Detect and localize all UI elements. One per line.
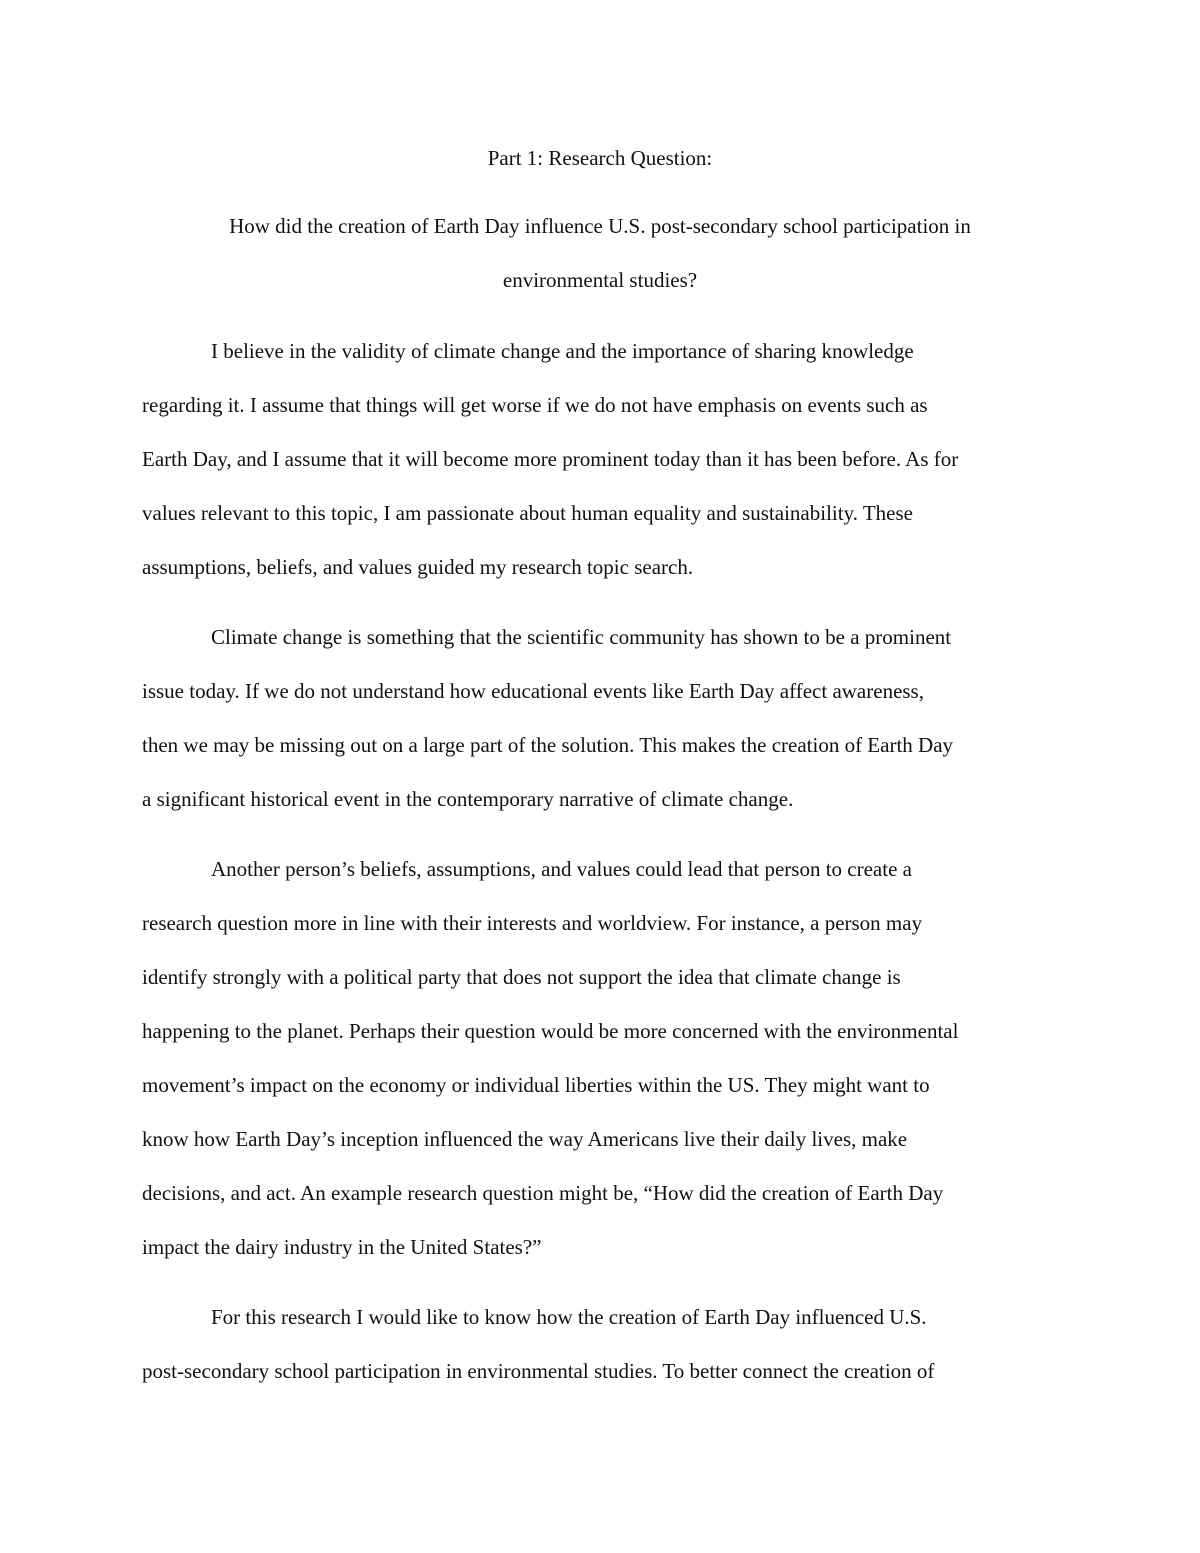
paragraph-line: identify strongly with a political party that does not support the idea that climate change is (142, 965, 901, 989)
paragraph-line: post-secondary school participation in environmental studies. To better connect the creation of (142, 1359, 935, 1383)
research-question-line: How did the creation of Earth Day influence U.S. post-secondary school participation in (229, 214, 971, 238)
paragraph-line: I believe in the validity of climate change and the importance of sharing knowledge (211, 339, 914, 363)
paragraph-line: decisions, and act. An example research question might be, “How did the creation of Earth Day (142, 1181, 944, 1205)
paragraph-line: For this research I would like to know how the creation of Earth Day influenced U.S. (211, 1305, 927, 1329)
paragraph-line: Climate change is something that the scientific community has shown to be a prominent (211, 625, 952, 649)
paragraph-line: assumptions, beliefs, and values guided my research topic search. (142, 555, 694, 579)
paragraph-line: movement’s impact on the economy or individual liberties within the US. They might want to (142, 1073, 930, 1097)
paragraph-line: regarding it. I assume that things will get worse if we do not have emphasis on events such as (142, 393, 928, 417)
paragraph-line: then we may be missing out on a large part of the solution. This makes the creation of Earth Day (142, 733, 954, 757)
paragraph-line: impact the dairy industry in the United States?” (142, 1235, 542, 1259)
paragraph-line: happening to the planet. Perhaps their question would be more concerned with the environmental (142, 1019, 959, 1043)
paragraph-line: issue today. If we do not understand how educational events like Earth Day affect awareness, (142, 679, 924, 703)
paragraph-line: a significant historical event in the contemporary narrative of climate change. (142, 787, 794, 811)
paragraph-line: values relevant to this topic, I am passionate about human equality and sustainability. These (142, 501, 913, 525)
page-title: Part 1: Research Question: (487, 146, 713, 170)
research-question-line: environmental studies? (502, 268, 698, 292)
paragraph-line: Earth Day, and I assume that it will become more prominent today than it has been before. As for (142, 447, 959, 471)
paragraph-line: know how Earth Day’s inception influenced the way Americans live their daily lives, make (142, 1127, 908, 1151)
paragraph-line: research question more in line with their interests and worldview. For instance, a person may (142, 911, 923, 935)
paragraph-line: Another person’s beliefs, assumptions, and values could lead that person to create a (211, 857, 912, 881)
